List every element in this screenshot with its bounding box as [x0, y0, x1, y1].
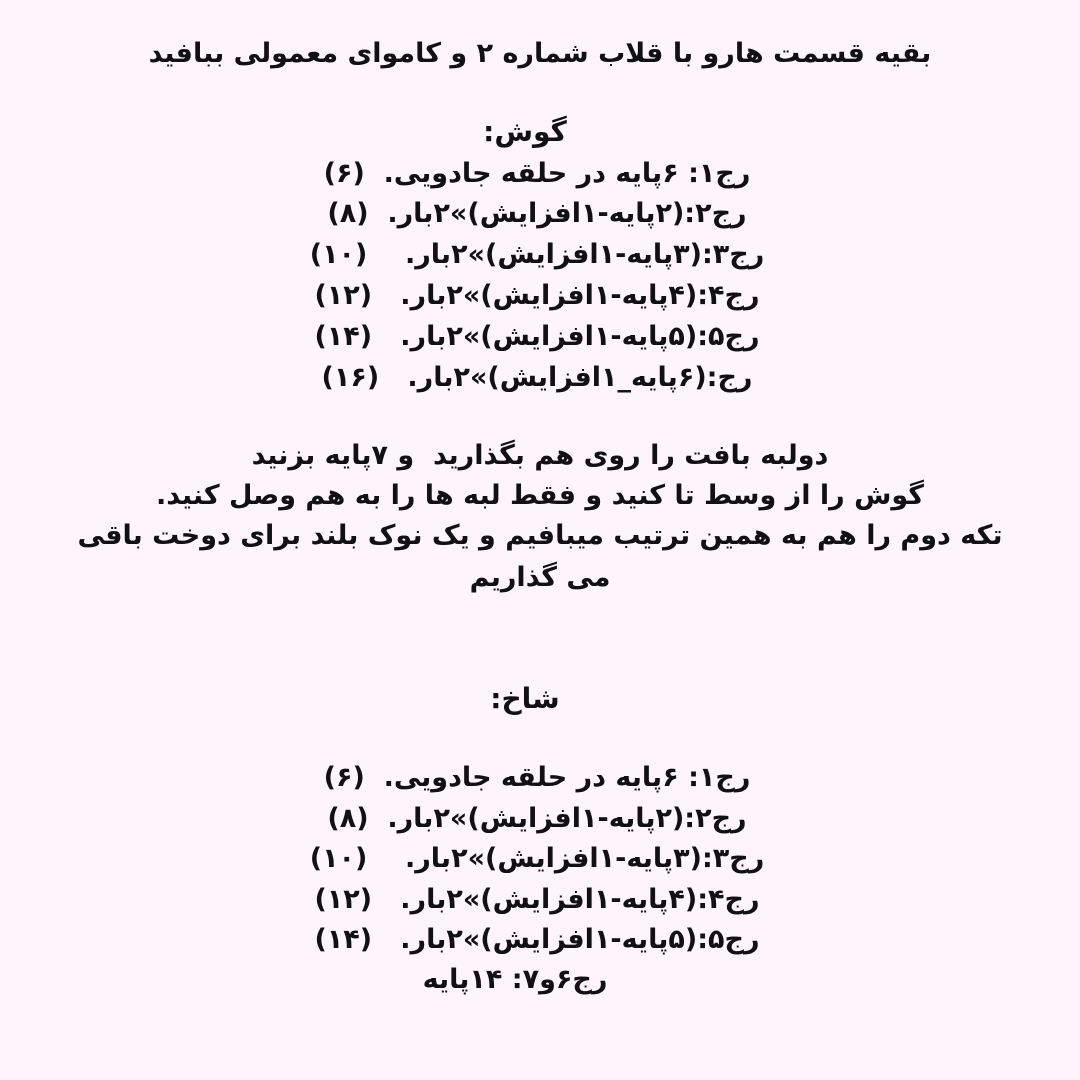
- ear-instruction-4: می گذاریم: [469, 562, 611, 593]
- page-title: بقیه قسمت هارو با قلاب شماره ۲ و کاموای معمولی ببافید: [148, 38, 932, 69]
- horn-row-1: رج۱: ۶پایه در حلقه جادویی. (۶): [323, 762, 751, 793]
- horn-row-6: رج۶و۷: ۱۴پایه: [422, 964, 608, 995]
- ear-row-3: رج۳:(۳پایه-۱افزایش)»۲بار. (۱۰): [309, 239, 765, 270]
- ear-row-2: رج۲:(۲پایه-۱افزایش)»۲بار. (۸): [327, 198, 747, 229]
- horn-row-5: رج۵:(۵پایه-۱افزایش)»۲بار. (۱۴): [314, 924, 760, 955]
- ear-instruction-1: دولبه بافت را روی هم بگذارید و ۷پایه بزنید: [251, 440, 829, 471]
- ear-row-6: رج:(۶پایه_۱افزایش)»۲بار. (۱۶): [321, 362, 753, 393]
- horn-row-3: رج۳:(۳پایه-۱افزایش)»۲بار. (۱۰): [309, 843, 765, 874]
- horn-heading: شاخ:: [490, 682, 560, 715]
- ear-instruction-3: تکه دوم را هم به همین ترتیب میبافیم و یک نوک بلند برای دوخت باقی: [77, 520, 1003, 551]
- ear-instruction-2: گوش را از وسط تا کنید و فقط لبه ها را به هم وصل کنید.: [156, 480, 924, 511]
- horn-row-4: رج۴:(۴پایه-۱افزایش)»۲بار. (۱۲): [314, 884, 760, 915]
- ear-row-4: رج۴:(۴پایه-۱افزایش)»۲بار. (۱۲): [314, 280, 760, 311]
- horn-row-2: رج۲:(۲پایه-۱افزایش)»۲بار. (۸): [327, 803, 747, 834]
- ear-row-5: رج۵:(۵پایه-۱افزایش)»۲بار. (۱۴): [314, 321, 760, 352]
- ear-heading: گوش:: [483, 115, 567, 148]
- ear-row-1: رج۱: ۶پایه در حلقه جادویی. (۶): [323, 158, 751, 189]
